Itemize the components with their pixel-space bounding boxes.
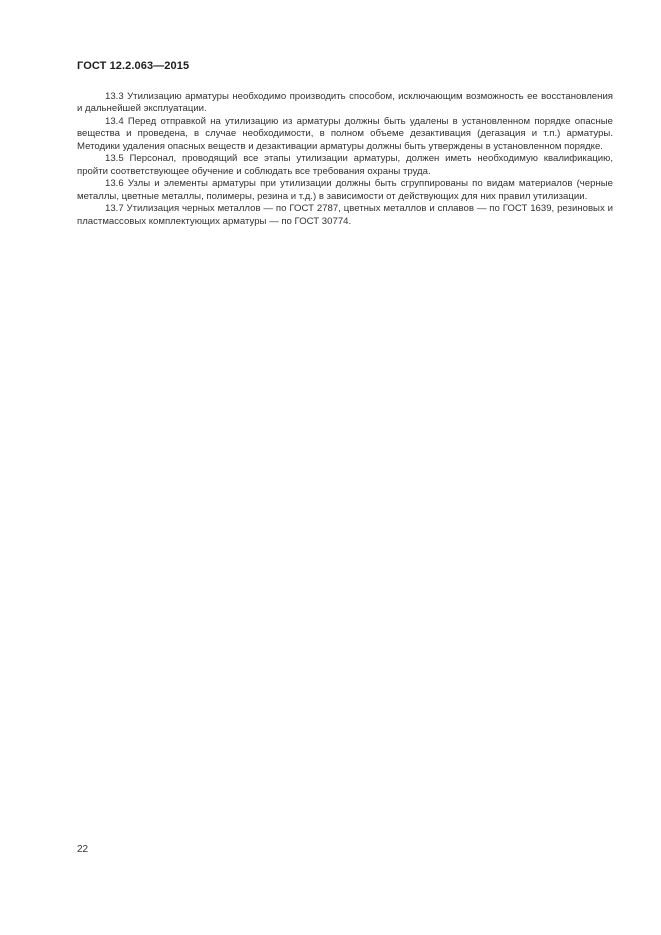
paragraph-13-6: 13.6 Узлы и элементы арматуры при утилизации должны быть сгруппированы по видам материалов (черные металлы, цветные металлы, полимеры, резина и т.д.) в зависимости от действующих для них правил утилизации. <box>77 178 613 202</box>
page-number: 22 <box>77 844 89 855</box>
paragraph-13-4: 13.4 Перед отправкой на утилизацию из арматуры должны быть удалены в установленном порядке опасные вещества и проведена, в случае необходимости, в полном объеме дезактивация (дегазация и т.п.) арматуры. Методики удаления опасных веществ и дезактивации арматуры должны быть утверждены в установленном порядке. <box>77 115 613 152</box>
paragraph-13-5: 13.5 Персонал, проводящий все этапы утилизации арматуры, должен иметь необходимую квалификацию, пройти соответствующее обучение и соблюдать все требования охраны труда. <box>77 153 613 177</box>
paragraph-13-3: 13.3 Утилизацию арматуры необходимо производить способом, исключающим возможность ее восстановления и дальнейшей эксплуатации. <box>77 91 613 115</box>
paragraph-13-7: 13.7 Утилизация черных металлов — по ГОСТ 2787, цветных металлов и сплавов — по ГОСТ 1639, резиновых и пластмассовых комплектующих арматуры — по ГОСТ 30774. <box>77 203 613 227</box>
document-header-standard-code: ГОСТ 12.2.063—2015 <box>77 60 190 72</box>
section-13-body <box>77 91 613 228</box>
